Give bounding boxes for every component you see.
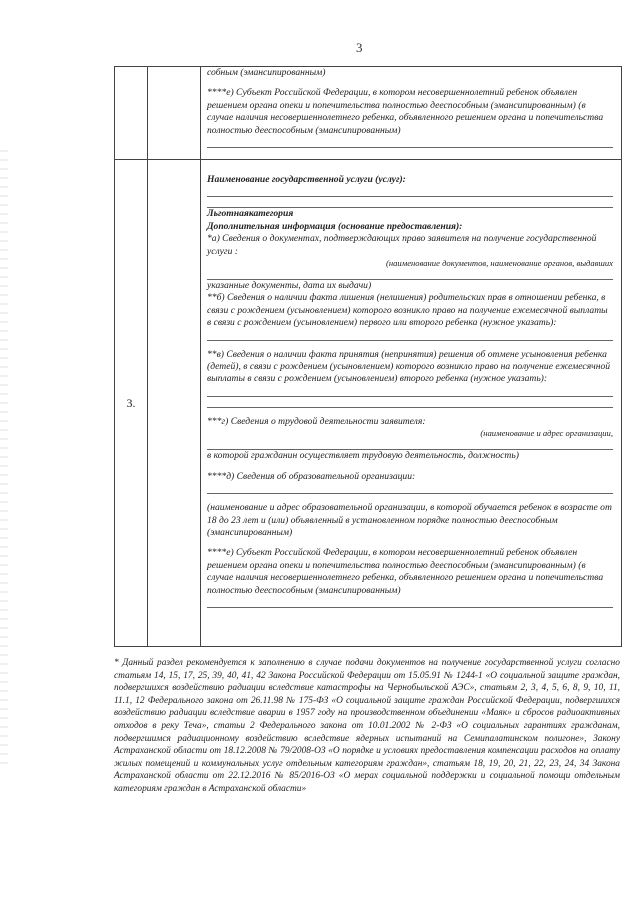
fill-line[interactable] bbox=[207, 597, 613, 608]
a-hint-2: указанные документы, дата их выдачи) bbox=[207, 280, 372, 292]
blank-cell bbox=[148, 67, 201, 160]
b-deprivation-text: **б) Сведения о наличии факта лишения (нелишения) родительских прав в отношении ребенка, в связи с рождением (усыновлением) которого возникло право на получение ежемесячной выплаты в связи с рождением (усыновлением) первого или второго ребенка (нужное указать): bbox=[207, 292, 608, 329]
g-hint-2: в которой гражданин осуществляет трудовую деятельность, должность) bbox=[207, 450, 519, 462]
fill-line[interactable] bbox=[207, 386, 613, 397]
form-table bbox=[114, 66, 622, 647]
fill-line[interactable] bbox=[207, 269, 613, 280]
additional-info-label: Дополнительная информация (основание предоставления): bbox=[207, 220, 463, 232]
fill-line[interactable] bbox=[207, 186, 613, 197]
footnote: * Данный раздел рекомендуется к заполнению в случае подачи документов на получение государственной услуги согласно статьям 14, 15, 17, 25, 39, 40, 41, 42 Закона Российской Федерации от 15.05.91 № 1244-1 «О социальной защите граждан, подвергшихся воздействию радиации вследствие катастрофы на Чернобыльской АЭС», статьям 2, 3, 4, 5, 6, 8, 9, 10, 11, 11.1, 12 Федерального закона от 26.11.98 № 175-ФЗ «О социальной защите граждан Российской Федерации, подвергшихся воздействию радиации вследствие аварии в 1957 году на производственном объединении «Маяк» и сбросов радиоактивных отходов в реку Теча», статьи 2 Федерального закона от 10.01.2002 № 2-ФЗ «О социальных гарантиях гражданам, подвергшимся радиационному воздействию вследствие ядерных испытаний на Семипалатинском полигоне», Закону Астраханской области от 18.12.2008 № 79/2008-ОЗ «О порядке и условиях предоставления компенсации расходов на оплату жилых помещений и коммунальных услуг отдельным категориям граждан», статьям 18, 19, 20, 21, 22, 23, 24, 34 Закона Астраханской области от 22.12.2016 № 85/2016-ОЗ «О мерах социальной поддержки и социальной помощи отдельным категориям граждан в Астраханской области» bbox=[114, 658, 620, 794]
blank-cell bbox=[148, 160, 201, 647]
fill-line[interactable] bbox=[207, 397, 613, 408]
e-subject-text: ****е) Субъект Российской Федерации, в котором несовершеннолетний ребенок объявлен решением органа опеки и попечительства полностью дееспособным (эмансипированным) (в случае наличия несовершеннолетнего ребенка, объявленного решением органа и попечительства полностью дееспособным (эмансипированным) bbox=[207, 547, 604, 596]
d-hint: (наименование и адрес образовательной организации, в которой обучается ребенок в возрасте от 18 до 23 лет и (или) объявленный в установленном порядке полностью дееспособным (эмансипированным) bbox=[207, 502, 612, 538]
row-continuation bbox=[115, 67, 622, 160]
c-adoption-text: **в) Сведения о наличии факта принятия (непринятия) решения об отмене усыновления ребенка (детей), в связи с рождением (усыновлением) которого возникло право на получение ежемесячной выплаты в связи с рождением (усыновлением) второго ребенка (нужное указать): bbox=[207, 348, 611, 385]
category-label: Льготнаякатегория bbox=[207, 208, 294, 220]
g-hint: (наименование и адрес организации, bbox=[480, 428, 613, 439]
page-number: 3 bbox=[356, 40, 363, 55]
service-name-label: Наименование государственной услуги (услуг): bbox=[207, 174, 406, 185]
continuation-text: собным (эмансипированным) bbox=[207, 67, 326, 78]
scan-edge-artifact bbox=[0, 150, 8, 770]
row-3 bbox=[115, 160, 622, 647]
a-hint: (наименование документов, наименование органов, выдавших bbox=[386, 258, 613, 269]
row-number: 3. bbox=[115, 160, 148, 647]
continuation-e-text: ****е) Субъект Российской Федерации, в котором несовершеннолетний ребенок объявлен решением органа опеки и попечительства полностью дееспособным (эмансипированным) (в случае наличия несовершеннолетнего ребенка, объявленного решением органа и попечительства полностью дееспособным (эмансипированным) bbox=[207, 87, 604, 136]
d-education-text: ****д) Сведения об образовательной организации: bbox=[207, 470, 416, 482]
g-employment-text: ***г) Сведения о трудовой деятельности заявителя: bbox=[207, 415, 426, 427]
fill-line[interactable] bbox=[207, 137, 613, 148]
a-documents-text: *а) Сведения о документах, подтверждающих право заявителя на получение государственной услуги : bbox=[207, 233, 597, 257]
fill-line[interactable] bbox=[207, 439, 613, 450]
fill-line[interactable] bbox=[207, 330, 613, 341]
row-body-continuation bbox=[201, 67, 622, 160]
row-body bbox=[201, 160, 622, 647]
row-number-cell-empty bbox=[115, 67, 148, 160]
fill-line[interactable] bbox=[207, 483, 613, 494]
fill-line[interactable] bbox=[207, 197, 613, 208]
